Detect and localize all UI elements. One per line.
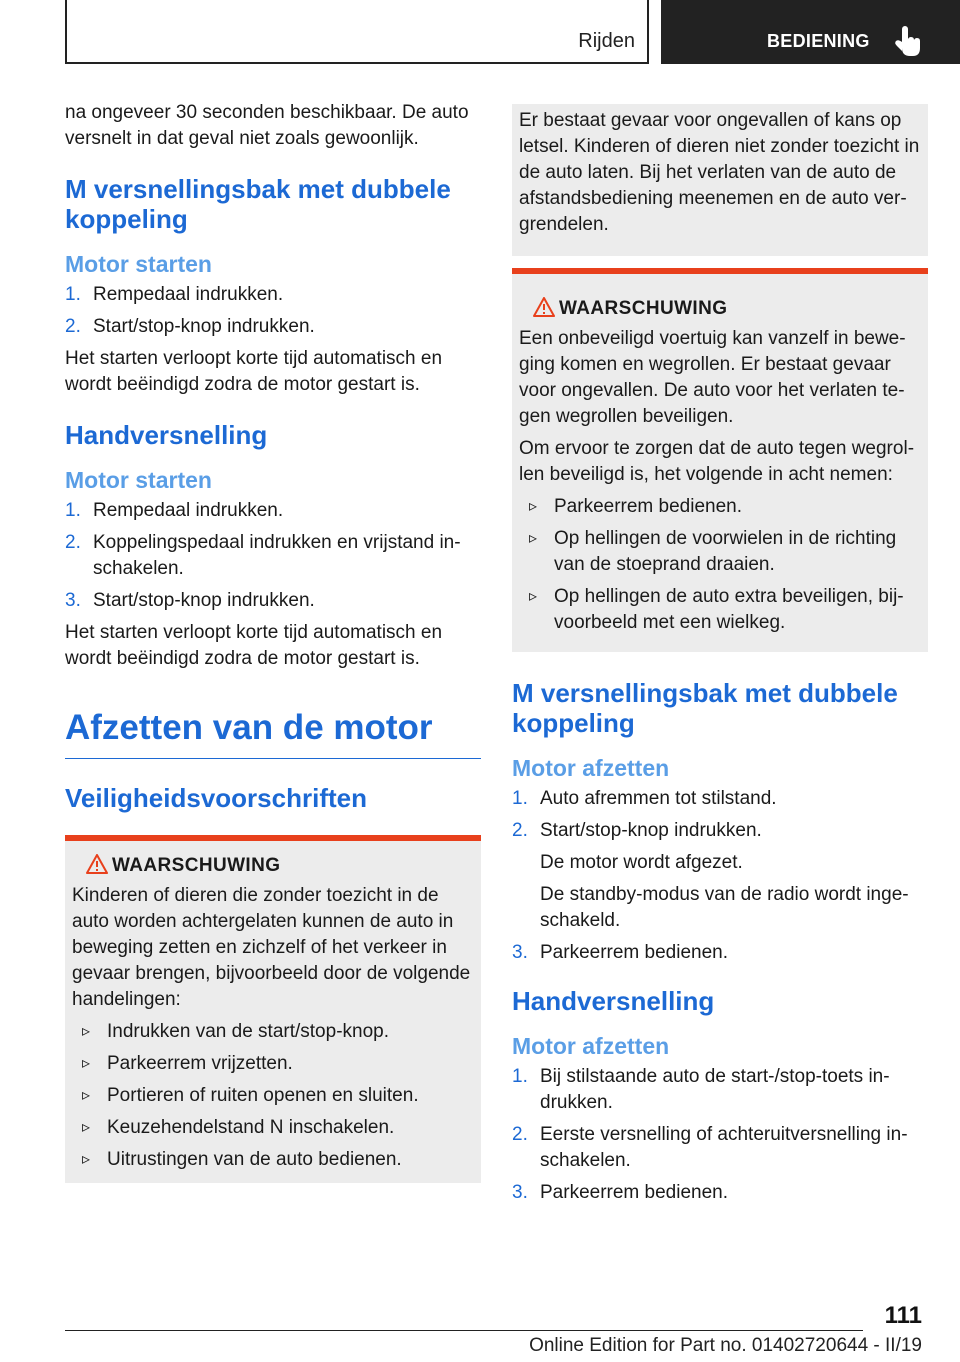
- hand-pointer-icon: [893, 26, 921, 56]
- section-heading-dct-stop: M versnellingsbak met dubbele koppeling: [512, 678, 898, 738]
- list-item: ▹ Portieren of ruiten openen en sluiten.: [72, 1083, 474, 1109]
- warning-title: WAARSCHUWING: [72, 853, 474, 879]
- list-item: 2. Eerste versnelling of achteruitversnelling inschakelen.: [512, 1124, 908, 1171]
- step-note: De standby-modus van de radio wordt ingeschakeld.: [540, 884, 909, 931]
- list-item: 1. Bij stilstaande auto de start-/stop-toets indrukken.: [512, 1066, 890, 1113]
- list-item: ▹ Parkeerrem bedienen.: [519, 494, 921, 520]
- dct-stop-steps: [512, 786, 928, 966]
- warning-continued-text: Er bestaat gevaar voor ongevallen of kans op letsel. Kinderen of dieren niet zonder toezicht in de auto laten. Bij het verlaten van de auto de afstandsbediening meenemen en de auto vergrendelen.: [519, 110, 920, 235]
- footer-edition: Online Edition for Part no. 01402720644 - II/19: [529, 1335, 922, 1356]
- section-heading-dct: M versnellingsbak met dubbele koppeling: [65, 174, 451, 234]
- warning-title: WAARSCHUWING: [519, 296, 921, 322]
- warning-list: [72, 1019, 474, 1173]
- subheading-dct-start: Motor starten: [65, 251, 212, 277]
- footer-divider: [65, 1330, 863, 1331]
- list-item: 2. Start/stop-knop indrukken.: [65, 316, 315, 337]
- header-chapter-label: BEDIENING: [767, 31, 870, 51]
- header-section-label: Rijden: [578, 30, 635, 52]
- warning-text: Om ervoor te zorgen dat de auto tegen wegrollen beveiligd is, het volgende in acht nemen:: [519, 438, 915, 485]
- warning-triangle-icon: [533, 297, 555, 317]
- section-heading-manual: Handversnelling: [65, 420, 268, 450]
- warning-box-children-continued: [512, 104, 928, 256]
- list-item: ▹ Parkeerrem vrijzetten.: [72, 1051, 474, 1077]
- subheading-manual-stop: Motor afzetten: [512, 1033, 670, 1059]
- intro-text: na ongeveer 30 seconden beschikbaar. De auto versnelt in dat geval niet zoals gewoonlijk.: [65, 102, 469, 149]
- dct-start-steps: [65, 282, 481, 340]
- warning-box-children: [65, 835, 481, 1183]
- section-heading-manual-stop: Handversnelling: [512, 986, 715, 1016]
- list-item: 2. Koppelingspedaal indrukken en vrijstand inschakelen.: [65, 532, 461, 579]
- list-item: ▹ Keuzehendelstand N inschakelen.: [72, 1115, 474, 1141]
- list-item: 3. Parkeerrem bedienen.: [512, 942, 728, 963]
- step-note: De motor wordt afgezet.: [540, 852, 743, 873]
- list-item: 1. Rempedaal indrukken.: [65, 500, 284, 521]
- list-item: ▹ Indrukken van de start/stop-knop.: [72, 1019, 474, 1045]
- warning-triangle-icon: [86, 854, 108, 874]
- section-heading-safety: Veiligheidsvoorschriften: [65, 783, 367, 813]
- page-number: 111: [884, 1302, 922, 1329]
- list-item: 1. Rempedaal indrukken.: [65, 284, 284, 305]
- warning-box-rolling: [512, 268, 928, 652]
- list-item: 1. Auto afremmen tot stilstand.: [512, 788, 777, 809]
- warning-text: Kinderen of dieren die zonder toezicht in de auto worden achtergelaten kunnen de auto in beweging zetten en zichzelf of het verkeer in gevaar brengen, bijvoorbeeld door de volgende handelingen:: [72, 885, 471, 1010]
- list-item: ▹ Uitrustingen van de auto bedienen.: [72, 1147, 474, 1173]
- warning-text: Een onbeveiligd voertuig kan vanzelf in beweging komen en wegrollen. Er bestaat gevaar voor ongevallen. De auto voor het verlaten tegen wegrollen beveiligen.: [519, 328, 906, 427]
- left-column: [65, 100, 481, 1183]
- manual-start-steps: [65, 498, 481, 614]
- manual-stop-steps: [512, 1064, 928, 1206]
- list-item: ▹ Op hellingen de auto extra beveiligen, bijvoorbeeld met een wielkeg.: [519, 584, 921, 636]
- dct-start-note: Het starten verloopt korte tijd automatisch en wordt beëindigd zodra de motor gestart is.: [65, 348, 443, 395]
- list-item: 3. Start/stop-knop indrukken.: [65, 590, 315, 611]
- subheading-dct-stop: Motor afzetten: [512, 755, 670, 781]
- list-item: ▹ Op hellingen de voorwielen in de richting van de stoeprand draaien.: [519, 526, 921, 578]
- header-section-tab: [65, 0, 649, 64]
- warning-list: [519, 494, 921, 636]
- list-item: 3. Parkeerrem bedienen.: [512, 1182, 728, 1203]
- manual-start-note: Het starten verloopt korte tijd automatisch en wordt beëindigd zodra de motor gestart is.: [65, 622, 443, 669]
- right-column: [512, 104, 928, 1212]
- list-item: 2. Start/stop-knop indrukken. De motor wordt afgezet. De standby-modus van de radio wordt ingeschakeld.: [512, 818, 928, 934]
- chapter-heading-stop-engine: Afzetten van de motor: [65, 708, 481, 759]
- subheading-manual-start: Motor starten: [65, 467, 212, 493]
